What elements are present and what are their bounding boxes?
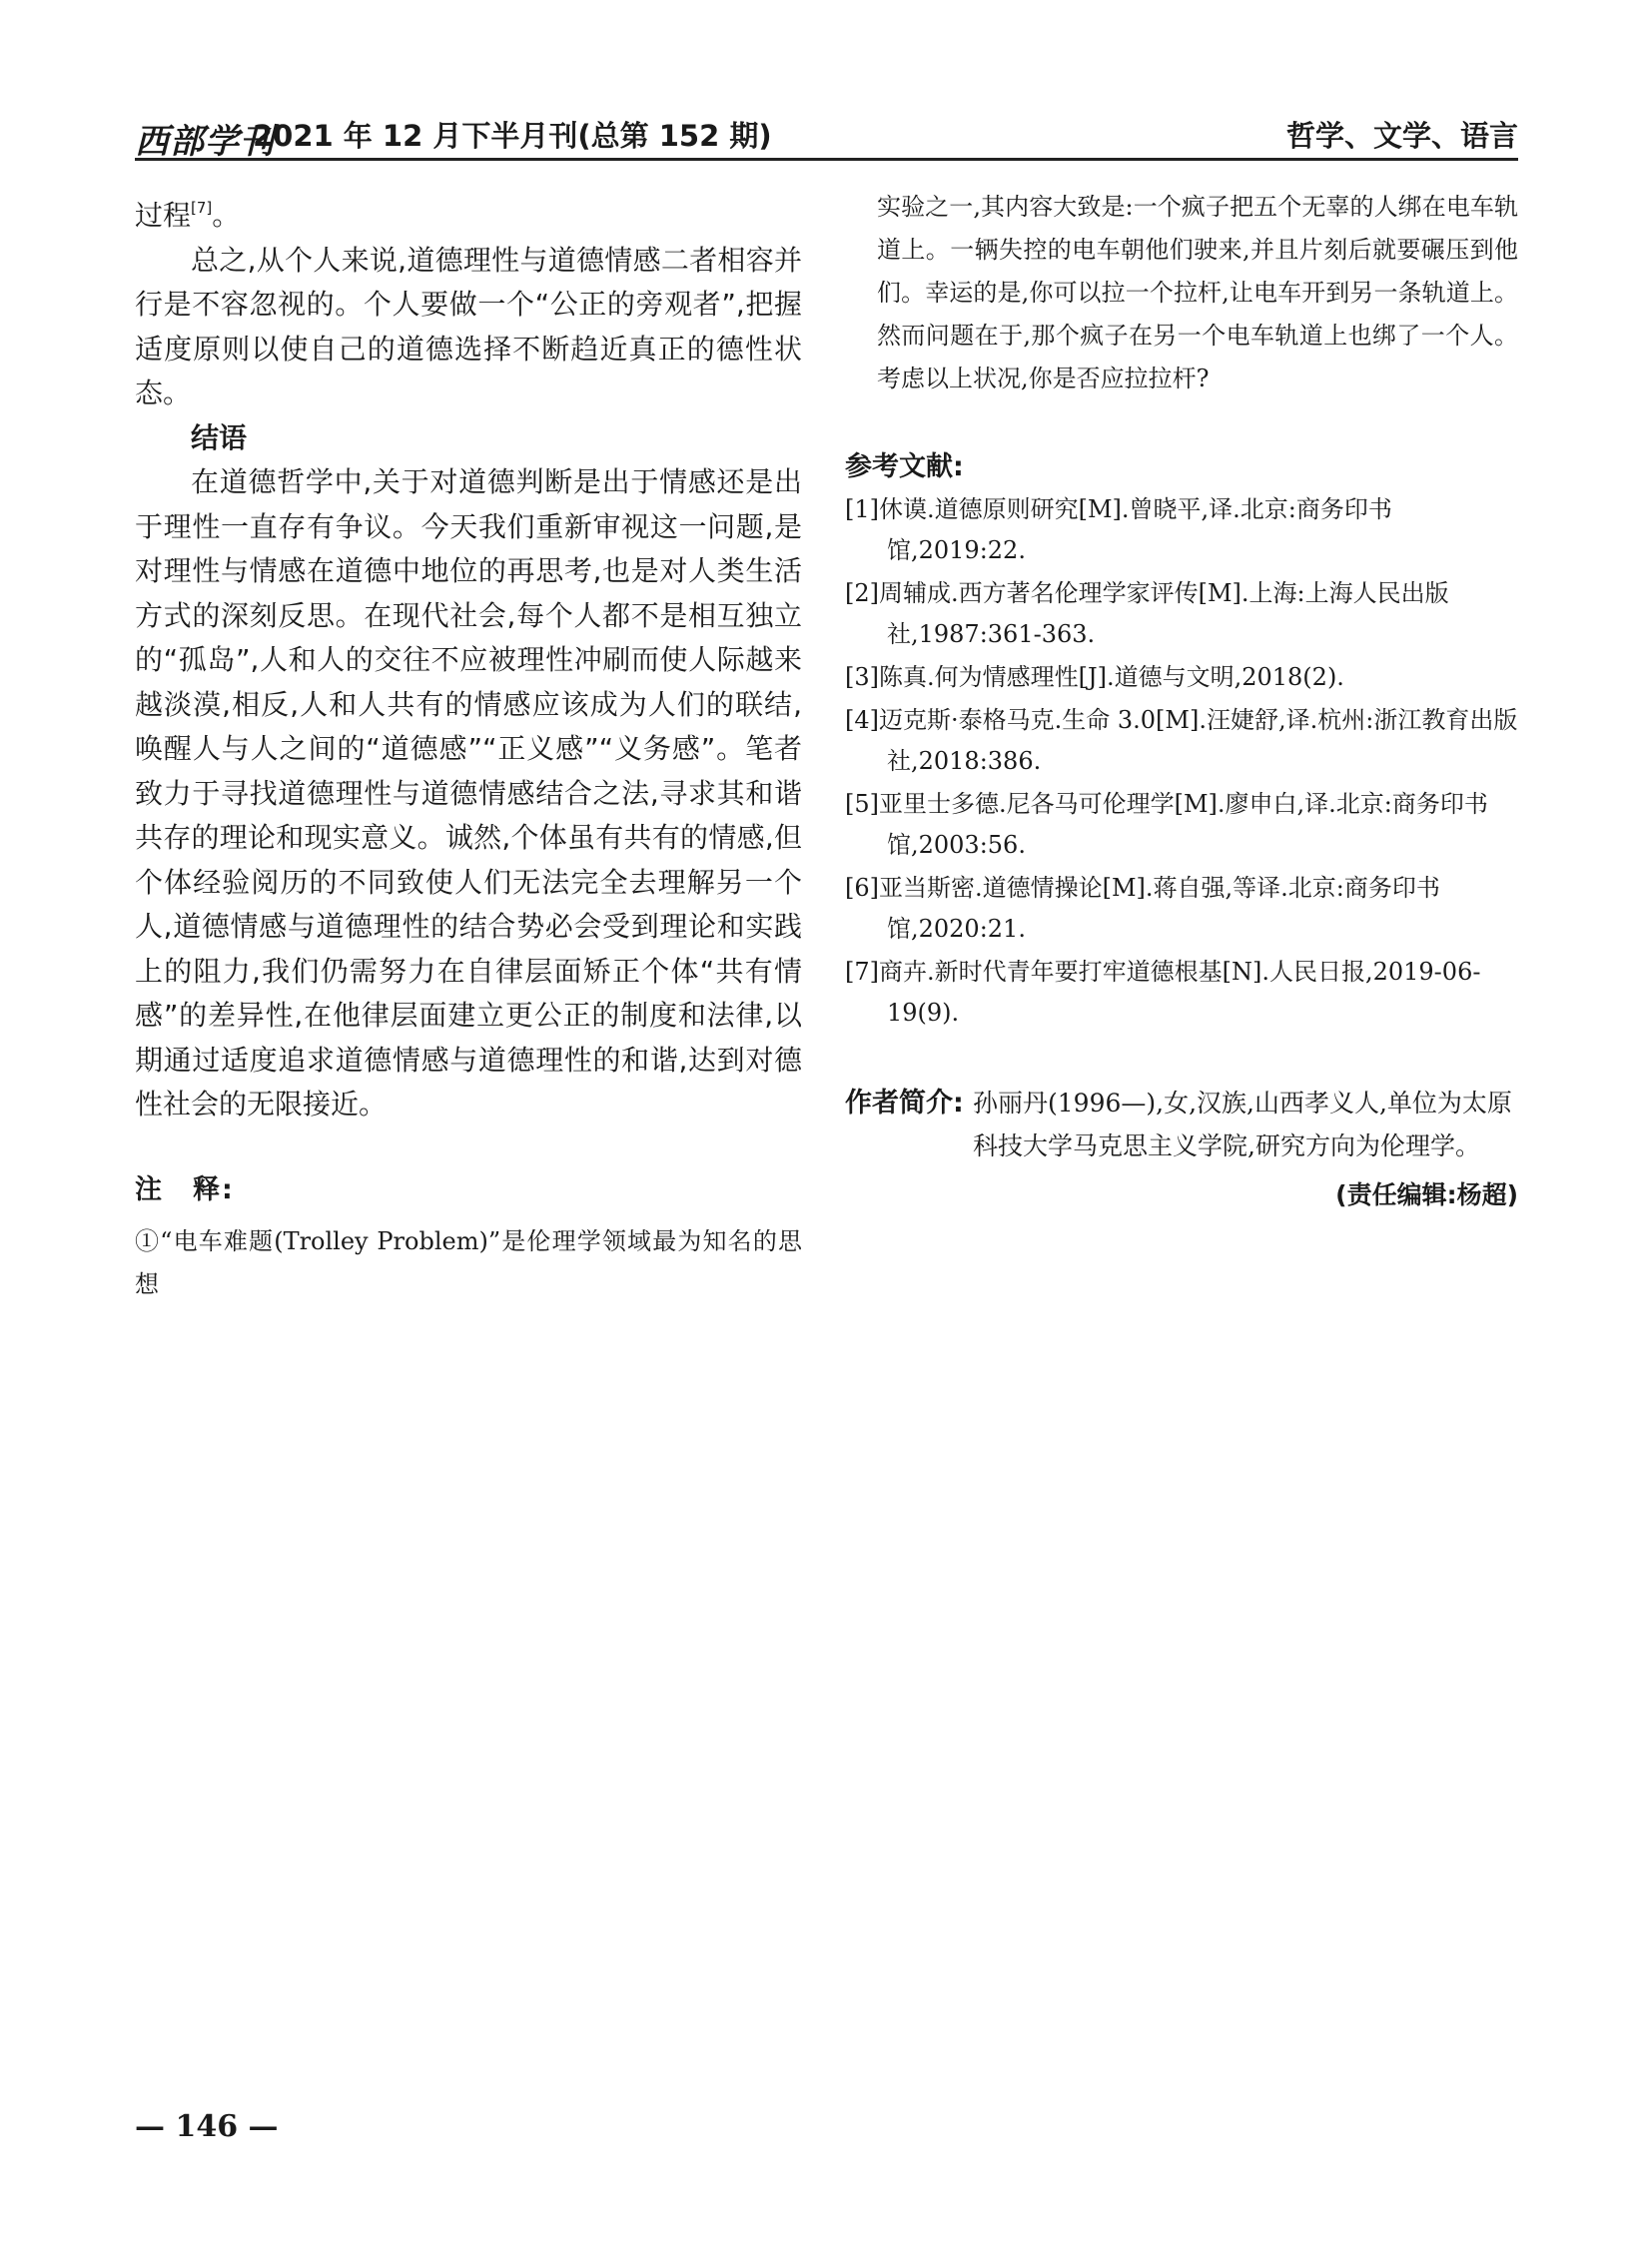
note-1-continued: 实验之一,其内容大致是:一个疯子把五个无辜的人绑在电车轨道上。一辆失控的电车朝他们驶来,并且片刻后就要碾压到他们。幸运的是,你可以拉一个拉杆,让电车开到另一条轨道上。然而问题在于,那个疯子在另一个电车轨道上也绑了一个人。考虑以上状况,你是否应拉拉杆? <box>877 193 1518 392</box>
left-column <box>135 186 802 1306</box>
responsible-editor: (责任编辑:杨超) <box>1335 1180 1518 1209</box>
reference-item: [4]迈克斯·泰格马克.生命 3.0[M].汪婕舒,译.杭州:浙江教育出版社,2018:386. <box>845 706 1518 775</box>
journal-logo: 西部学刊 <box>135 122 275 162</box>
page-number: — 146 — <box>135 2109 279 2144</box>
references-list <box>845 489 1518 1034</box>
citation-superscript: [7] <box>191 199 213 217</box>
references-title: 参考文献: <box>845 451 964 482</box>
reference-item: [3]陈真.何为情感理性[J].道德与文明,2018(2). <box>845 663 1344 691</box>
author-bio <box>845 1082 1518 1167</box>
paragraph-process-text: 过程 <box>135 199 192 232</box>
reference-item: [6]亚当斯密.道德情操论[M].蒋自强,等译.北京:商务印书馆,2020:21. <box>845 874 1440 943</box>
notes-title: 注 释: <box>135 1173 235 1205</box>
note-1: ①“电车难题(Trolley Problem)”是伦理学领域最为知名的思想 <box>135 1226 802 1298</box>
author-bio-label: 作者简介: <box>845 1088 964 1119</box>
reference-item: [7]商卉.新时代青年要打牢道德根基[N].人民日报,2019-06-19(9). <box>845 958 1481 1027</box>
section-name: 哲学、文学、语言 <box>1285 119 1518 153</box>
reference-item: [1]休谟.道德原则研究[M].曾晓平,译.北京:商务印书馆,2019:22. <box>845 495 1392 564</box>
author-bio-text: 孙丽丹(1996—),女,汉族,山西孝义人,单位为太原科技大学马克思主义学院,研究方向为伦理学。 <box>973 1089 1512 1160</box>
issue-info: 2021 年 12 月下半月刊(总第 152 期) <box>253 119 772 153</box>
reference-item: [5]亚里士多德.尼各马可伦理学[M].廖申白,译.北京:商务印书馆,2003:56. <box>845 790 1488 859</box>
page-header <box>135 108 1518 161</box>
reference-item: [2]周辅成.西方著名伦理学家评传[M].上海:上海人民出版社,1987:361-363. <box>845 579 1449 648</box>
paragraph-process-end: 。 <box>212 199 241 232</box>
paragraph-summary: 总之,从个人来说,道德理性与道德情感二者相容并行是不容忽视的。个人要做一个“公正的旁观者”,把握适度原则以使自己的道德选择不断趋近真正的德性状态。 <box>135 243 802 409</box>
right-column <box>845 186 1518 1211</box>
conclusion-heading: 结语 <box>191 420 248 454</box>
paragraph-process <box>135 186 802 239</box>
paragraph-conclusion: 在道德哲学中,关于对道德判断是出于情感还是出于理性一直存有争议。今天我们重新审视这一问题,是对理性与情感在道德中地位的再思考,也是对人类生活方式的深刻反思。在现代社会,每个人都不是相互独立的“孤岛”,人和人的交往不应被理性冲刷而使人际越来越淡漠,相反,人和人共有的情感应该成为人们的联结,唤醒人与人之间的“道德感”“正义感”“义务感”。笔者致力于寻找道德理性与道德情感结合之法,寻求其和谐共存的理论和现实意义。诚然,个体虽有共有的情感,但个体经验阅历的不同致使人们无法完全去理解另一个人,道德情感与道德理性的结合势必会受到理论和实践上的阻力,我们仍需努力在自律层面矫正个体“共有情感”的差异性,在他律层面建立更公正的制度和法律,以期通过适度追求道德情感与道德理性的和谐,达到对德性社会的无限接近。 <box>135 465 802 1121</box>
